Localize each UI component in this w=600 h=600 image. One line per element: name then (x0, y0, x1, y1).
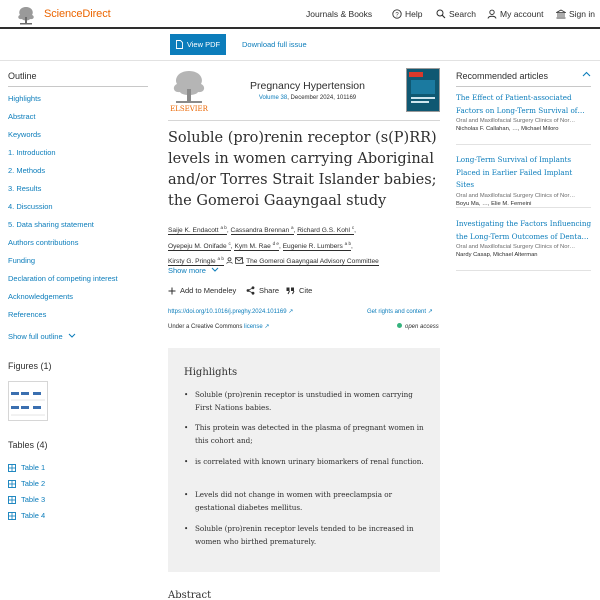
author-link[interactable] (282, 240, 352, 251)
rights-text: Get rights and content (367, 309, 427, 315)
author-name: Cassandra Brennan (230, 227, 290, 234)
tables-heading: Tables (4) (8, 440, 48, 450)
recommended-article-source: Oral and Maxillofacial Surgery Clinics of Nor… (456, 118, 576, 124)
bullet-icon: • (184, 457, 189, 466)
recommended-article-title[interactable]: The Effect of Patient-associated Factors on Long-Term Survival of… (456, 93, 585, 115)
divider (456, 270, 591, 271)
table-icon (8, 464, 16, 472)
author-link[interactable] (231, 227, 294, 235)
license-link-text: license (244, 324, 263, 330)
author-name: Oyepeju M. Onifade (168, 242, 227, 250)
author-affiliation: a (291, 225, 294, 230)
recommended-article-title[interactable]: Investigating the Factors Influencing the Long-Term Outcomes of Denta… (456, 219, 592, 241)
download-full-issue-link[interactable]: Download full issue (242, 40, 307, 49)
external-link-icon: ↗ (427, 309, 433, 315)
doi-text: https://doi.org/10.1016/j.preghy.2024.101169 (168, 309, 287, 315)
author-affiliation: c (351, 225, 355, 230)
person-icon (487, 9, 497, 19)
author-name: Eugenie R. Lumbers (282, 242, 343, 250)
recommended-article (456, 92, 592, 132)
bullet-icon: • (184, 524, 189, 533)
elsevier-logo[interactable] (168, 67, 210, 114)
recommended-article (456, 218, 592, 258)
outline-heading: Outline (8, 71, 37, 81)
recommended-article-authors: Boyu Ma, …, Elie M. Ferneini (456, 200, 532, 207)
recommended-article (456, 154, 592, 207)
table-link-label: Table 2 (21, 479, 46, 488)
recommended-article-authors: Nicholas F. Callahan, …, Michael Miloro (456, 126, 559, 132)
elsevier-tree-logo[interactable] (14, 4, 38, 25)
top-header (0, 0, 600, 29)
author-link[interactable] (168, 240, 231, 251)
recommended-article-title[interactable]: Long-Term Survival of Implants Placed in Earlier Failed Implant Sites (456, 155, 573, 189)
highlight-text: Soluble (pro)renin receptor is unstudied in women carrying First Nations babies. (195, 390, 413, 412)
quote-icon (286, 287, 295, 295)
recommended-article-source: Oral and Maxillofacial Surgery Clinics of Nor… (456, 192, 576, 199)
divider (456, 144, 591, 145)
highlight-text: Levels did not change in women with preeclampsia or gestational diabetes mellitus. (195, 490, 393, 512)
bullet-icon: • (184, 423, 189, 432)
author-affiliation: a b (220, 225, 227, 230)
divider (8, 86, 148, 87)
doi-link[interactable] (168, 308, 293, 315)
search-icon (436, 9, 446, 19)
highlight-item (184, 422, 424, 447)
show-full-outline-button[interactable] (8, 332, 76, 341)
outline-item-discussion[interactable]: 4. Discussion (8, 202, 53, 211)
divider (456, 86, 591, 87)
author-affiliation: a b (217, 256, 224, 261)
table-link-label: Table 4 (21, 511, 46, 520)
article-title: Soluble (pro)renin receptor (s(P)RR) levels in women carrying Aboriginal and/or Torres Strait Islander babies; the Gomeroi Gaayngaal study (168, 130, 437, 209)
table-icon (8, 480, 16, 488)
bullet-icon: • (184, 390, 189, 399)
author-affiliation: d e (272, 240, 279, 246)
highlights-box (168, 348, 440, 572)
table-link-1[interactable] (8, 463, 45, 472)
outline-item-authors-contributions[interactable]: Authors contributions (8, 238, 79, 247)
highlight-item (184, 489, 424, 514)
table-link-4[interactable] (8, 511, 45, 520)
share-label: Share (259, 286, 280, 295)
add-to-mendeley-button[interactable] (168, 286, 236, 295)
table-link-label: Table 1 (21, 463, 46, 472)
rights-link[interactable] (367, 308, 433, 315)
chevron-down-icon (68, 333, 76, 339)
cite-button[interactable] (286, 286, 312, 295)
outline-item-funding[interactable]: Funding (8, 256, 36, 265)
outline-item-acknowledgements[interactable]: Acknowledgements (8, 292, 74, 301)
author-link[interactable] (246, 258, 379, 266)
highlight-text: is correlated with known urinary biomarkers of renal function. (195, 457, 424, 466)
author-affiliation: a b (344, 240, 352, 246)
issue-details: , December 2024, 101169 (287, 95, 357, 101)
journal-title-link[interactable]: Pregnancy Hypertension (250, 80, 365, 92)
author-link[interactable] (234, 240, 279, 251)
show-full-outline-label: Show full outline (8, 332, 63, 341)
author-name: Saije K. Endacott (168, 227, 219, 234)
share-button[interactable] (246, 286, 279, 295)
brand-name[interactable]: ScienceDirect (44, 8, 111, 20)
recommended-article-source: Oral and Maxillofacial Surgery Clinics of Nor… (456, 244, 576, 250)
pdf-file-icon (176, 40, 183, 49)
issue-info (215, 95, 400, 101)
cite-label: Cite (299, 286, 313, 295)
highlight-text: This protein was detected in the plasma of pregnant women in this cohort and; (195, 423, 424, 445)
outline-item-data-sharing[interactable]: 5. Data sharing statement (8, 220, 94, 229)
figure-thumbnail[interactable] (8, 381, 48, 421)
highlights-heading: Highlights (184, 367, 238, 378)
journal-cover-image[interactable] (406, 68, 440, 112)
sign-in-link[interactable] (556, 9, 595, 19)
journal-cover-art (407, 69, 439, 111)
license-info (168, 323, 269, 330)
table-link-3[interactable] (8, 495, 45, 504)
outline-item-keywords[interactable]: Keywords (8, 130, 41, 139)
highlight-item (184, 389, 424, 414)
view-pdf-label: View PDF (186, 40, 221, 49)
abstract-heading: Abstract (168, 590, 212, 600)
svg-text:?: ? (395, 12, 399, 19)
search-link[interactable] (436, 9, 476, 19)
external-link-icon: ↗ (288, 309, 294, 315)
table-link-2[interactable] (8, 479, 45, 488)
institution-icon (556, 9, 566, 19)
show-more-label: Show more (168, 266, 206, 275)
open-access-dot-icon (397, 323, 402, 328)
figure-thumbnail-image (9, 382, 47, 420)
author-name: Kym M. Rae (234, 242, 271, 250)
author-name: Kirsty G. Pringle (168, 258, 216, 265)
author-link[interactable] (297, 227, 354, 235)
svg-text:ELSEVIER: ELSEVIER (170, 105, 208, 113)
author-link[interactable] (168, 258, 224, 266)
add-to-mendeley-label: Add to Mendeley (180, 286, 237, 295)
table-icon (8, 512, 16, 520)
highlight-item (184, 523, 424, 548)
journals-books-link[interactable]: Journals & Books (306, 9, 373, 19)
person-icon (226, 257, 233, 264)
outline-item-abstract[interactable]: Abstract (8, 112, 36, 121)
view-pdf-button[interactable] (170, 34, 226, 55)
author-affiliation: c (228, 240, 231, 246)
outline-item-highlights[interactable]: Highlights (8, 94, 41, 103)
author-name: The Gomeroi Gaayngaal Advisory Committee (246, 258, 379, 265)
open-access-badge (397, 323, 439, 330)
share-icon (246, 286, 255, 295)
open-access-label: open access (405, 324, 439, 330)
outline-item-competing-interest[interactable]: Declaration of competing interest (8, 274, 118, 283)
bullet-icon: • (184, 490, 189, 499)
highlight-item (184, 456, 424, 469)
highlight-text: Soluble (pro)renin receptor levels tended to be increased in women who birthed prematurely. (195, 524, 414, 546)
author-name: Richard G.S. Kohl (297, 227, 351, 234)
outline-item-methods[interactable]: 2. Methods (8, 166, 46, 175)
envelope-icon[interactable] (235, 257, 243, 264)
divider (456, 207, 591, 208)
volume-link[interactable]: Volume 38 (258, 95, 288, 101)
external-link-icon: ↗ (264, 324, 270, 330)
recommended-article-authors: Nardy Casap, Michael Alterman (456, 252, 538, 258)
author-list: Saije K. Endacott $^{a b}$, Cassandra Brennan $^a$, Richard G.S. Kohl $^c$, Oyepeju M. Onifade $^c$, Kym M. Rae $^{d e}$, Eugenie R. Lumbers $^{a b}$, Kirsty G. Pringle $^{a b}$ , The Gomeroi Gaayngaal Advisory Committee (168, 225, 379, 265)
outline-item-references[interactable]: References (8, 310, 47, 319)
recommended-articles-heading: Recommended articles (456, 71, 549, 81)
help-icon (392, 9, 402, 19)
search-label: Search (449, 9, 476, 19)
chevron-up-icon[interactable] (582, 70, 591, 79)
author-link[interactable] (168, 227, 227, 235)
outline-item-results[interactable]: 3. Results (8, 184, 42, 193)
help-label: Help (405, 9, 423, 19)
table-icon (8, 496, 16, 504)
table-link-label: Table 3 (21, 495, 46, 504)
my-account-label: My account (500, 9, 544, 19)
show-more-button[interactable] (168, 266, 219, 275)
sign-in-label: Sign in (569, 9, 595, 19)
plus-icon (168, 287, 176, 295)
license-prefix: Under a Creative Commons (168, 324, 243, 330)
help-link[interactable] (392, 9, 422, 19)
divider (168, 120, 440, 121)
license-link[interactable] (244, 324, 269, 330)
chevron-down-icon (211, 267, 219, 273)
my-account-link[interactable] (487, 9, 543, 19)
outline-item-introduction[interactable]: 1. Introduction (8, 148, 56, 157)
figures-heading: Figures (1) (8, 361, 52, 371)
